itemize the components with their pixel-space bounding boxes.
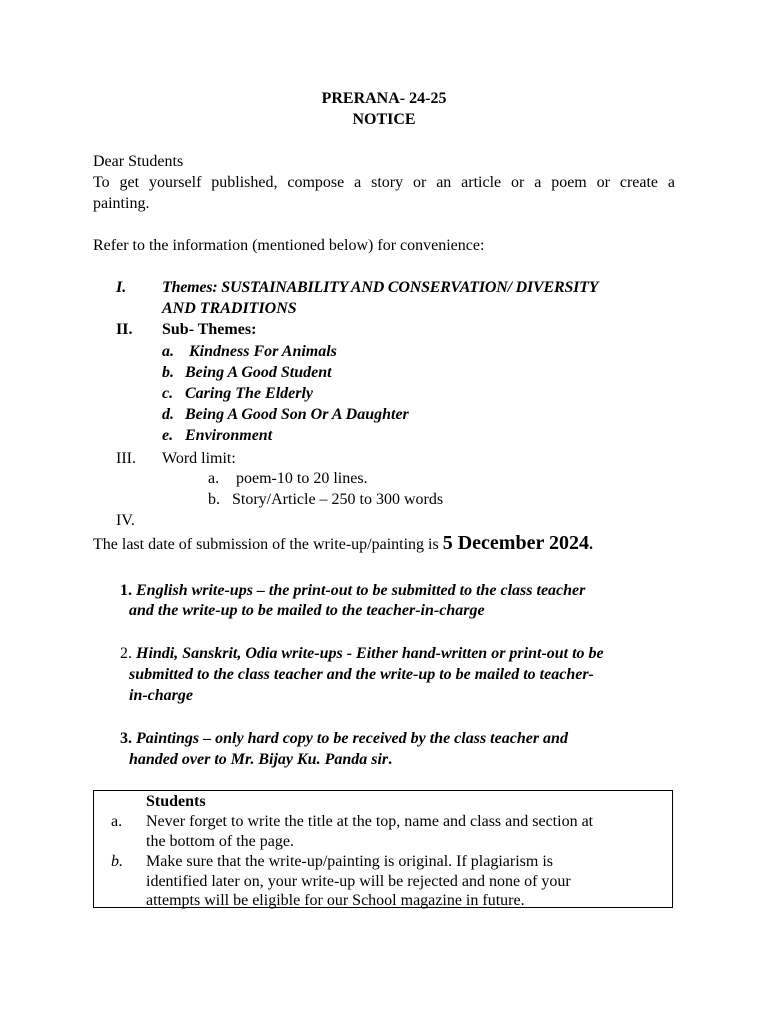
instruction-number: 2. <box>120 645 132 662</box>
note-a-line-2: the bottom of the page. <box>146 833 294 850</box>
instruction-text: Paintings – only hard copy to be received by the class teacher and <box>136 730 568 747</box>
subtheme-letter: c. <box>162 385 174 402</box>
note-b-line-3: attempts will be eligible for our School magazine in future. <box>146 892 525 909</box>
deadline-suffix: . <box>588 536 593 553</box>
instruction-1-line-2: and the write-up to be mailed to the teacher-in-charge <box>129 602 485 619</box>
subthemes-numeral: II. <box>116 321 133 338</box>
deadline-date: 5 December 2024 <box>442 532 589 554</box>
wordlimit-label: Word limit: <box>162 450 236 467</box>
subtheme-item: Being A Good Son Or A Daughter <box>185 406 409 423</box>
subtheme-letter: b. <box>162 364 174 381</box>
instruction-3-line-2 <box>129 749 392 770</box>
deadline-line <box>93 533 593 555</box>
subtheme-item: Environment <box>185 427 273 444</box>
refer-line: Refer to the information (mentioned below) for convenience: <box>93 237 485 254</box>
instruction-text: English write-ups – the print-out to be submitted to the class teacher <box>136 582 586 599</box>
notice-subtitle: NOTICE <box>352 111 416 128</box>
wordlimit-letter: b. <box>208 491 220 508</box>
instruction-text: Hindi, Sanskrit, Odia write-ups - Either hand-written or print-out to be <box>136 645 604 662</box>
instruction-2-line-1 <box>120 643 604 664</box>
instruction-number: 1. <box>120 582 132 599</box>
intro-line-1: To get yourself published, compose a story or an article or a poem or create a <box>93 174 675 191</box>
subtheme-letter: e. <box>162 427 174 444</box>
themes-line-2: AND TRADITIONS <box>162 300 297 317</box>
salutation: Dear Students <box>93 153 184 170</box>
subthemes-label: Sub- Themes: <box>162 321 257 338</box>
note-letter: b. <box>111 853 123 870</box>
instruction-end: . <box>388 751 393 768</box>
subtheme-letter: a. <box>162 343 174 360</box>
subtheme-item: Being A Good Student <box>185 364 332 381</box>
note-b-line-1: Make sure that the write-up/painting is original. If plagiarism is <box>146 853 554 870</box>
iv-numeral: IV. <box>116 512 135 529</box>
note-letter: a. <box>111 813 123 830</box>
themes-numeral: I. <box>116 279 127 296</box>
note-b-line-2: identified later on, your write-up will be rejected and none of your <box>146 873 571 890</box>
wordlimit-numeral: III. <box>116 450 136 467</box>
instruction-2-line-3: in-charge <box>129 687 193 704</box>
instruction-3-line-1 <box>120 728 568 749</box>
subtheme-item: Kindness For Animals <box>189 343 337 360</box>
instruction-text: handed over to Mr. Bijay Ku. Panda sir <box>129 751 389 768</box>
instruction-2-line-2: submitted to the class teacher and the write-up to be mailed to teacher- <box>129 666 594 683</box>
notice-title: PRERANA- 24-25 <box>321 90 447 107</box>
note-heading: Students <box>146 793 206 810</box>
themes-line-1: Themes: SUSTAINABILITY AND CONSERVATION/ DIVERSITY <box>162 279 599 296</box>
wordlimit-letter: a. <box>208 470 220 487</box>
instruction-1-line-1 <box>120 580 585 601</box>
note-a-line-1: Never forget to write the title at the top, name and class and section at <box>146 813 594 830</box>
deadline-prefix: The last date of submission of the write-up/painting is <box>93 536 443 553</box>
subtheme-letter: d. <box>162 406 174 423</box>
wordlimit-item: Story/Article – 250 to 300 words <box>232 491 444 508</box>
intro-line-2: painting. <box>93 195 150 212</box>
wordlimit-item: poem-10 to 20 lines. <box>236 470 368 487</box>
instruction-number: 3. <box>120 730 132 747</box>
subtheme-item: Caring The Elderly <box>185 385 314 402</box>
